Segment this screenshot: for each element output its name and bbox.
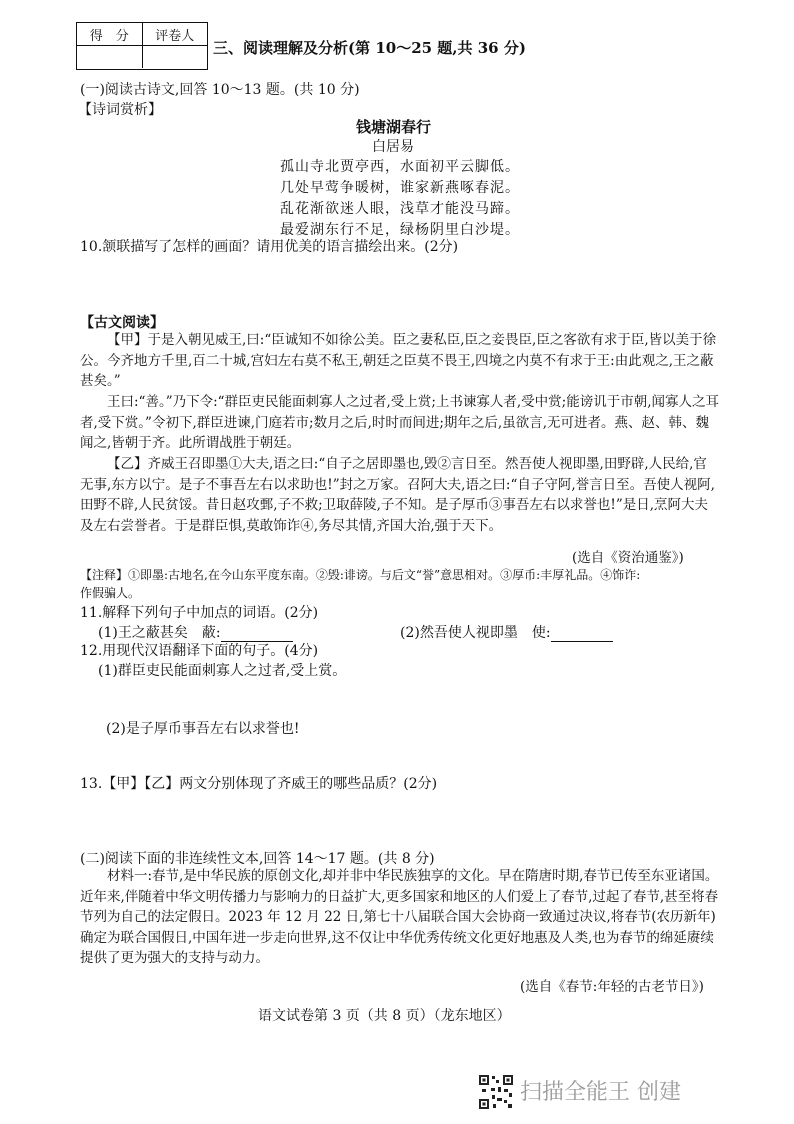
section-title: 三、阅读理解及分析(第 10～25 题,共 36 分)	[213, 39, 526, 57]
passage-jia-2: 王曰:“善。”乃下令:“群臣吏民能面刺寡人之过者,受上赏;上书谏寡人者,受中赏;能谤讥于市朝,闻寡人之耳者,受下赏。”令初下,群臣进谏,门庭若市;数月之后,时时而间进;期年之后,虽欲言,无可进者。燕、赵、韩、魏闻之,皆朝于齐。此所谓战胜于朝廷。	[80, 394, 720, 451]
question-13: 13.【甲】【乙】两文分别体现了齐威王的哪些品质？(2分)	[80, 776, 438, 792]
annotation-line-2: 作假骗人。	[80, 586, 141, 600]
part1-intro: (一)阅读古诗文,回答 10～13 题。(共 10 分)	[80, 82, 360, 98]
poem-title: 钱塘湖春行	[356, 118, 432, 136]
question-11-1	[98, 622, 293, 642]
question-11-2-text: (2)然吾使人视即墨 使:	[400, 625, 551, 641]
annotation-line-1: 【注释】①即墨:古地名,在今山东平度东南。②毁:诽谤。与后文“誉”意思相对。③厚币:丰厚礼品。④饰诈:	[80, 568, 641, 582]
score-table	[76, 22, 208, 70]
question-11: 11.解释下列句子中加点的词语。(2分)	[80, 605, 319, 621]
poetry-tag: 【诗词赏析】	[78, 102, 162, 118]
question-12-1: (1)群臣吏民能面刺寡人之过者,受上赏。	[98, 663, 347, 679]
poem-line-2: 几处早莺争暖树，谁家新燕啄春泥。	[280, 180, 520, 196]
source-classical: (选自《资治通鉴》)	[572, 550, 684, 566]
page-footer: 语文试卷第 3 页（共 8 页）（龙东地区）	[258, 1008, 511, 1024]
question-12: 12.用现代汉语翻译下面的句子。(4分)	[80, 643, 319, 659]
score-header: 得 分	[77, 23, 143, 45]
answer-blank-11-2[interactable]	[551, 627, 613, 642]
part2-intro: (二)阅读下面的非连续性文本,回答 14～17 题。(共 8 分)	[80, 851, 435, 867]
classical-tag: 【古文阅读】	[80, 315, 164, 331]
question-10: 10.颔联描写了怎样的画面？请用优美的语言描绘出来。(2分)	[80, 239, 459, 255]
source-material-1: (选自《春节:年轻的古老节日》)	[520, 979, 704, 995]
poem-line-1: 孤山寺北贾亭西，水面初平云脚低。	[280, 159, 520, 175]
grader-cell	[143, 46, 208, 68]
score-cell	[77, 46, 143, 68]
material-1: 材料一:春节,是中华民族的原创文化,却并非中华民族独享的文化。早在隋唐时期,春节已传至东亚诸国。近年来,伴随着中华文明传播力与影响力的日益扩大,更多国家和地区的人们爱上了春节,过起了春节,甚至将春节列为自己的法定假日。2023 年 12 月 22 日,第七十八届联合国大会协商一致通过决议,将春节(农历新年)确定为联合国假日,中国年进一步走向世界,这不仅让中华优秀传统文化更好地惠及人类,也为春节的绵延赓续提供了更为强大的支持与动力。	[80, 868, 719, 966]
scanner-watermark: 扫描全能王 创建	[520, 1080, 681, 1105]
question-11-1-text: (1)王之蔽甚矣 蔽:	[98, 625, 221, 641]
qr-code-icon	[478, 1074, 514, 1110]
question-11-2	[400, 622, 613, 642]
question-12-2: (2)是子厚币事吾左右以求誉也!	[106, 721, 300, 737]
poem-line-4: 最爱湖东行不足，绿杨阴里白沙堤。	[280, 222, 520, 238]
poem-author: 白居易	[372, 139, 414, 155]
grader-header: 评卷人	[155, 28, 195, 44]
passage-jia: 【甲】于是入朝见威王,曰:“臣诚知不如徐公美。臣之妻私臣,臣之妾畏臣,臣之客欲有求于臣,皆以美于徐公。今齐地方千里,百二十城,宫妇左右莫不私王,朝廷之臣莫不畏王,四境之内莫不有求于王:由此观之,王之蔽甚矣。”	[80, 332, 717, 389]
poem-line-3: 乱花渐欲迷人眼，浅草才能没马蹄。	[280, 201, 520, 217]
passage-yi: 【乙】齐威王召即墨①大夫,语之曰:“自子之居即墨也,毁②言日至。然吾使人视即墨,田野辟,人民给,官无事,东方以宁。是子不事吾左右以求助也!”封之万家。召阿大夫,语之曰:“自子守阿,誉言日至。吾使人视阿,田野不辟,人民贫馁。昔日赵攻鄄,子不救;卫取薛陵,子不知。是子厚币③事吾左右以求誉也!”是日,烹阿大夫及左右尝誉者。于是群臣惧,莫敢饰诈④,务尽其情,齐国大治,强于天下。	[80, 456, 715, 534]
